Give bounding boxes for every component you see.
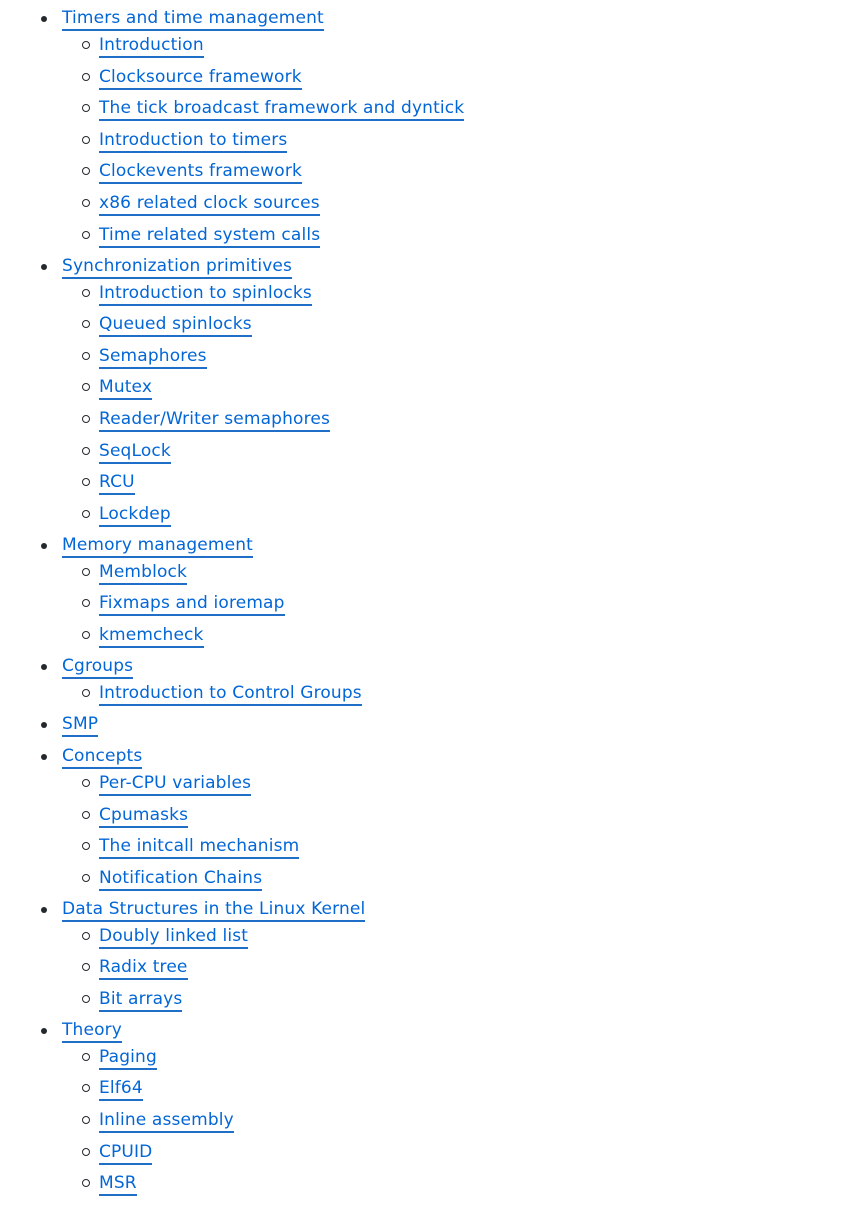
toc-section-link[interactable]: Data Structures in the Linux Kernel <box>62 899 365 922</box>
toc-sublist <box>62 772 859 898</box>
toc-subitem-link[interactable]: Cpumasks <box>99 805 188 828</box>
toc-subitem <box>99 34 859 66</box>
toc-subitem-link[interactable]: Doubly linked list <box>99 926 248 949</box>
toc-subitem-link[interactable]: SeqLock <box>99 441 171 464</box>
toc-sublist <box>62 925 859 1019</box>
toc-subitem <box>99 925 859 957</box>
toc-section <box>0 655 859 713</box>
toc-subitem-link[interactable]: Bit arrays <box>99 989 182 1012</box>
toc-subitem-link[interactable]: Inline assembly <box>99 1110 234 1133</box>
toc-section-row <box>62 745 859 772</box>
toc-section-row <box>62 713 859 745</box>
toc-section-row <box>62 7 859 34</box>
toc-subitem <box>99 772 859 804</box>
toc-section <box>0 745 859 898</box>
toc-sublist <box>62 561 859 655</box>
toc-subitem-link[interactable]: Clockevents framework <box>99 161 302 184</box>
toc-subitem-link[interactable]: The tick broadcast framework and dyntick <box>99 98 464 121</box>
toc-subitem <box>99 682 859 713</box>
toc-subitem-link[interactable]: Memblock <box>99 562 187 585</box>
toc-section-row <box>62 534 859 561</box>
toc-subitem <box>99 1172 859 1203</box>
toc-section <box>0 1019 859 1203</box>
toc-section-link[interactable]: Timers and time management <box>62 8 324 31</box>
toc-subitem-link[interactable]: Elf64 <box>99 1078 143 1101</box>
toc-section <box>0 255 859 534</box>
toc-subitem <box>99 867 859 898</box>
toc-subitem-link[interactable]: The initcall mechanism <box>99 836 299 859</box>
toc-subitem <box>99 503 859 534</box>
toc-subitem <box>99 282 859 314</box>
toc-section-row <box>62 655 859 682</box>
toc-subitem <box>99 471 859 503</box>
toc-section-row <box>62 1019 859 1046</box>
toc-subitem <box>99 561 859 593</box>
toc-subitem <box>99 440 859 472</box>
toc-section-link[interactable]: Memory management <box>62 535 253 558</box>
toc-subitem-link[interactable]: kmemcheck <box>99 625 204 648</box>
toc-subitem <box>99 313 859 345</box>
toc-subitem <box>99 1141 859 1173</box>
toc-sublist <box>62 1046 859 1203</box>
toc-subitem <box>99 129 859 161</box>
toc-subitem-link[interactable]: Fixmaps and ioremap <box>99 593 285 616</box>
toc-subitem-link[interactable]: Radix tree <box>99 957 188 980</box>
toc-subitem-link[interactable]: CPUID <box>99 1142 152 1165</box>
toc-sublist <box>62 34 859 255</box>
toc-subitem-link[interactable]: Queued spinlocks <box>99 314 252 337</box>
toc-subitem-link[interactable]: Paging <box>99 1047 157 1070</box>
toc-subitem <box>99 408 859 440</box>
toc-section-link[interactable]: SMP <box>62 714 98 737</box>
toc-subitem <box>99 376 859 408</box>
toc-subitem <box>99 1109 859 1141</box>
toc-section-row <box>62 255 859 282</box>
toc-subitem-link[interactable]: Per-CPU variables <box>99 773 251 796</box>
toc-subitem-link[interactable]: x86 related clock sources <box>99 193 320 216</box>
toc-subitem-link[interactable]: Clocksource framework <box>99 67 302 90</box>
toc-section <box>0 713 859 745</box>
toc-subitem-link[interactable]: RCU <box>99 472 135 495</box>
toc-subitem <box>99 956 859 988</box>
toc-subitem <box>99 160 859 192</box>
toc-subitem-link[interactable]: Introduction <box>99 35 204 58</box>
toc-subitem <box>99 1077 859 1109</box>
toc-section-link[interactable]: Theory <box>62 1020 122 1043</box>
toc-subitem <box>99 224 859 255</box>
toc-subitem <box>99 592 859 624</box>
toc-subitem <box>99 97 859 129</box>
toc-subitem <box>99 345 859 377</box>
toc-subitem <box>99 1046 859 1078</box>
toc-subitem <box>99 804 859 836</box>
toc-subitem <box>99 624 859 655</box>
toc-subitem <box>99 192 859 224</box>
toc-section-row <box>62 898 859 925</box>
toc-section-link[interactable]: Concepts <box>62 746 142 769</box>
toc-section-link[interactable]: Synchronization primitives <box>62 256 292 279</box>
toc-subitem-link[interactable]: Introduction to spinlocks <box>99 283 312 306</box>
toc-subitem-link[interactable]: Time related system calls <box>99 225 320 248</box>
toc-sublist <box>62 282 859 534</box>
toc-subitem <box>99 835 859 867</box>
toc-subitem <box>99 66 859 98</box>
toc-subitem-link[interactable]: Notification Chains <box>99 868 262 891</box>
toc-section <box>0 534 859 655</box>
toc-section <box>0 7 859 255</box>
toc-subitem-link[interactable]: MSR <box>99 1173 137 1196</box>
toc-section <box>0 898 859 1019</box>
toc-sublist <box>62 682 859 713</box>
toc-subitem-link[interactable]: Introduction to timers <box>99 130 287 153</box>
toc-subitem-link[interactable]: Lockdep <box>99 504 171 527</box>
toc-subitem-link[interactable]: Semaphores <box>99 346 207 369</box>
toc-section-link[interactable]: Cgroups <box>62 656 133 679</box>
toc-subitem-link[interactable]: Mutex <box>99 377 152 400</box>
toc-subitem-link[interactable]: Reader/Writer semaphores <box>99 409 330 432</box>
toc-subitem-link[interactable]: Introduction to Control Groups <box>99 683 362 706</box>
toc-subitem <box>99 988 859 1019</box>
